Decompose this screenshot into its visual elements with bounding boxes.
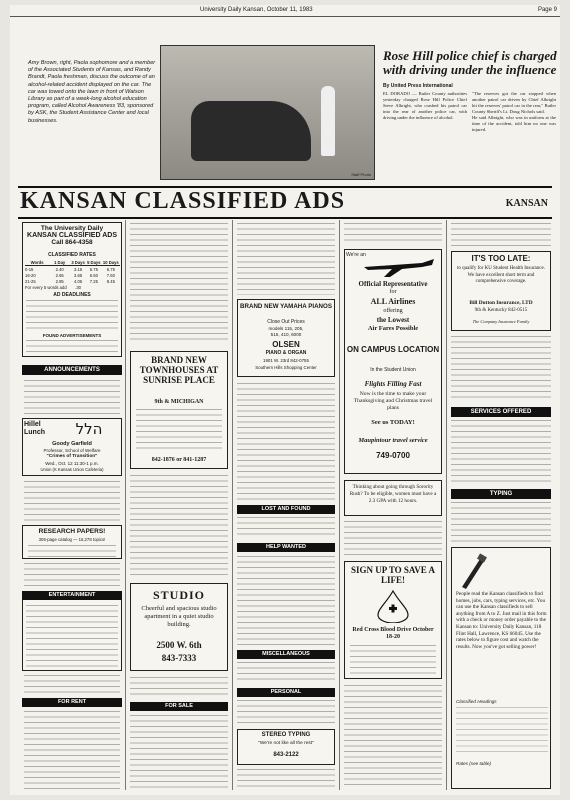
entertainment-listings [26,605,118,667]
olsen-address: 1901 W. 23rd 842-0755 [263,358,309,363]
table-cell [86,285,102,291]
piano-models: models 115, 205, [268,326,304,331]
rates-col-header: 10 Days [102,259,119,265]
travel-official: Official Representative [358,280,428,288]
miscellaneous-banner: MISCELLANEOUS [237,650,335,659]
olsen-title: OLSEN [272,340,300,349]
coupon-text: People read the Kansan classifieds to find homes, jobs, cars, typing services, etc. You can use the Kansan classifieds to sell anything from A to Z. Just mail in this form with a check or money order payable to the Kansan to: University Daily Kansan, 118 Flint Hall, Lawrence, KS 66045. Use the rates below to figure cost and watch the results. Now you've got selling power! [456,591,547,650]
person-figure-image [321,86,335,156]
travel-top: We're an [346,252,366,258]
kansan-logo: KANSAN [505,198,548,209]
for-sale-banner: FOR SALE [130,702,228,711]
rates-table-title: CLASSIFIED RATES [48,252,96,258]
travel-airlines: ALL Airlines [370,297,416,306]
travel-for: for [389,289,397,295]
rates-table [25,259,120,291]
classified-text [237,383,335,501]
lost-found-listings [237,517,335,539]
services-offered-banner: SERVICES OFFERED [451,407,551,417]
table-cell: 0-15 [25,266,34,272]
stereo-sub: "We're not like all the rest" [258,741,314,746]
entertainment-banner: ENTERTAINMENT [22,591,122,600]
hillel-where: Union (K Kansas Union Cafeteria) [40,467,104,472]
help-wanted-banner: HELP WANTED [237,543,335,552]
table-cell [102,285,120,291]
photo-caption: Amy Brown, right, Paola sophomore and a member of the Associated Students of Kansas, and Randy Brandt, Paola freshman, discuss the outcome of an alcohol-related accident displayed on the car. The car was towed onto the lawn in front of Watson Library as part of a week-long alcohol education program, called Alcohol Awareness '83, sponsored by ASK, the Student Assistance Center and local businesses. [28,60,156,124]
crashed-car-image [191,101,311,161]
travel-campus: ON CAMPUS LOCATION [346,345,440,354]
typing-listings [451,502,551,542]
pen-hand-icon [458,553,488,589]
table-cell: 7.60 [106,272,115,278]
table-cell: 16-20 [25,272,36,278]
classified-text [237,223,335,295]
for-sale-listings [130,715,228,791]
table-cell: .30 [75,285,81,291]
table-cell: 3.15 [74,266,83,272]
townhouse-phone: 842-1876 or 841-1287 [151,457,207,463]
stereo-phone: 843-2122 [273,752,299,758]
travel-lowest: the Lowest [376,316,410,324]
research-details [28,545,116,557]
rates-header-line2: KANSAN CLASSIFIED ADS [27,232,117,239]
for-rent-banner: FOR RENT [22,698,122,707]
classified-text [130,677,228,699]
travel-phone: 749-0700 [376,451,410,460]
table-cell: 7.25 [89,278,98,284]
hillel-title: Professor, School of Welfare [43,448,101,453]
piano-models-2: 515, 410, 6000 [270,332,302,337]
table-cell: 2.95 [55,278,64,284]
classified-text [344,521,442,557]
table-cell: 2.65 [55,272,64,278]
table-cell: 6.50 [89,272,98,278]
classified-text [24,481,120,521]
insurance-footer: The Company Insurance Family [472,319,530,324]
personal-listings [237,700,335,726]
story-column-1-text: EL DORADO — Butler County authorities yesterday charged Rose Hill Police Chief Steve Albright, who crashed his patrol car into the rear of another police car, with driving under the influence of alcohol. [383,91,467,120]
travel-see: See us TODAY! [371,419,415,426]
deadline-text-block [26,300,118,330]
found-ads-title: FOUND ADVERTISEMENTS [42,333,102,338]
help-wanted-listings [237,556,335,646]
travel-filling: Flights Filling Fast [364,380,422,388]
lost-found-banner: LOST AND FOUND [237,505,335,514]
coupon-rates-label: Rates (see table) [456,761,491,766]
ad-deadlines-title: AD DEADLINES [53,292,91,298]
story-byline: By United Press International [383,83,453,89]
insurance-address: 9th & Kentucky 842-0515 [474,308,528,313]
sorority-text: Thinking about going through Sorority Rush? To be eligible, women must have a 2.3 GPA with 12 hours. [349,484,437,504]
hillel-name: Hillel Lunch [24,421,45,436]
insurance-body: to qualify for KU Student Health Insurance. We have excellent short term and comprehensive coverage. [457,266,545,284]
hillel-speaker: Goody Garfield [52,441,92,447]
stereo-title: STEREO TYPING [261,732,311,738]
studio-description: Cheerful and spacious studio apartment in a quiet studio building. [141,605,217,628]
research-title: RESEARCH PAPERS! [38,528,106,535]
olsen-sub: PIANO & ORGAN [265,350,307,356]
masthead-dateline: University Daily Kansan, October 11, 1983 [200,7,313,13]
coupon-form-lines[interactable] [456,707,548,755]
announcements-banner: ANNOUNCEMENTS [22,365,122,375]
townhouse-details [136,409,222,453]
table-cell: 8.45 [106,278,115,284]
insurance-title: IT'S TOO LATE: [471,254,531,263]
signup-sub: Red Cross Blood Drive October 18-20 [352,627,434,640]
news-photo [160,45,375,180]
studio-address: 2500 W. 6th [156,640,202,650]
table-cell: For every 5 words add [25,285,67,291]
piano-sub: Close Out Prices [267,319,305,325]
story-column-3-text: He said Albright, who was in uniform at the time of the accident, told him no one was injured. [472,115,556,132]
townhouse-address: 9th & MICHIGAN [154,399,204,405]
newspaper-page [10,5,560,795]
table-cell: 21-25 [25,278,36,284]
story-headline: Rose Hill police chief is charged with driving under the influence [383,48,557,77]
story-column-2 [472,91,556,133]
typing-banner: TYPING [451,489,551,499]
rates-col-header: 5 Days [87,259,101,265]
found-text-block [26,340,118,354]
miscellaneous-listings [237,662,335,684]
services-listings [451,420,551,484]
hillel-when: Wed., Oct. 12 11:30-1 p.m. [45,461,99,466]
rates-col-header: 3 Days [71,259,85,265]
blood-drive-details [350,645,436,675]
page-masthead [10,5,560,17]
classified-text [24,563,120,587]
airplane-icon [362,255,436,277]
for-rent-listings [24,711,120,789]
olsen-location: Southern Hills Shopping Center [255,365,317,370]
hillel-topic: "Crimes of Transition" [46,454,98,459]
story-column-1 [383,91,467,121]
column-divider [339,220,340,790]
townhouse-title: BRAND NEW TOWNHOUSES AT SUNRISE PLACE [139,355,219,385]
rates-col-header: 1 Day [49,259,70,266]
coupon-heading-label: Classified Headings [456,699,497,704]
rates-header-line3: Call 864-4358 [51,239,93,246]
table-row [25,285,120,291]
classified-text [451,223,551,247]
studio-title: STUDIO [152,588,205,602]
column-divider [125,220,126,790]
classified-text [130,223,228,343]
rates-col-header: Words [25,259,49,266]
rates-header [22,225,122,246]
table-cell: 6.75 [106,266,115,272]
travel-offering: offering [383,308,403,314]
travel-fares: Air Fares Possible [367,325,419,332]
classified-text [451,336,551,402]
classified-text [344,223,442,245]
research-sub: 306-page catalog — 15,278 topics! [38,537,106,542]
studio-phone: 843-7333 [161,653,197,663]
table-row [25,266,120,273]
photo-credit: Staff Photo [351,172,371,177]
classified-text [24,675,120,695]
column-divider [232,220,233,790]
classified-text [130,475,228,577]
table-cell: 3.65 [74,272,83,278]
blood-drop-icon [368,589,418,623]
travel-brand: Maupintour travel service [358,437,428,444]
table-cell: 5.75 [89,266,98,272]
signup-title: SIGN UP TO SAVE A LIFE! [350,565,436,585]
column-divider [446,220,447,790]
personal-banner: PERSONAL [237,688,335,697]
table-cell: 4.05 [74,278,83,284]
table-cell: 2.40 [55,266,64,272]
insurance-agent: Bill Dutton Insurance, LTD [469,300,533,306]
travel-now: Now is the time to make your Thanksgiving and Christmas travel plans [353,391,433,411]
masthead-page-number: Page 9 [537,7,557,13]
classified-text [237,769,335,791]
rates-header-line1: The University Daily [40,225,104,232]
classified-section-title: KANSAN CLASSIFIED ADS [20,188,346,214]
hillel-logo-icon: הלל [75,420,103,438]
piano-title: BRAND NEW YAMAHA PIANOS [240,303,332,310]
announcement-text [24,380,120,414]
section-bottom-rule [18,217,552,219]
story-column-2-text: "The reserves got the car stopped when another patrol car driven by Chief Albright hit the reserves' patrol car in the rear," Butler County Sheriff's Lt. Doug Nichols said. [472,91,556,114]
classified-text [344,685,442,789]
travel-union: In the Student Union [370,367,416,373]
